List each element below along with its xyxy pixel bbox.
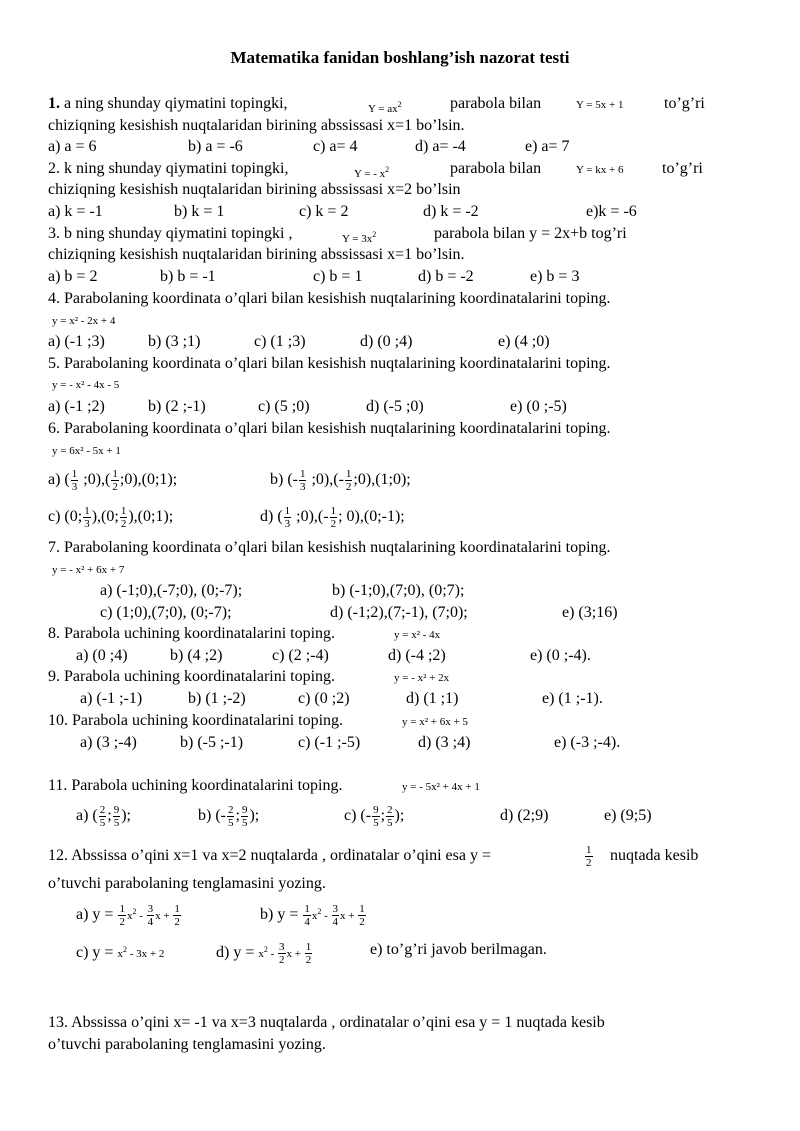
option-a: a) b = 2 [48, 268, 98, 285]
option-d: d) ( $\frac{1}{3}$ ;0),(- $\frac{1}{2}$ ; 0),(0;-1); [260, 504, 405, 530]
option-d: d) (1 ;1) [406, 690, 459, 707]
formula: y = 6x² - 5x + 1 [52, 445, 121, 457]
formula: y = - x² + 6x + 7 [52, 564, 125, 576]
question-text: parabola bilan y = 2x+b tog’ri [434, 225, 627, 242]
option-d: d) (0 ;4) [360, 333, 413, 350]
question-9 [48, 667, 760, 687]
formula: y = x² - 4x [394, 629, 441, 641]
option-c: c) a= 4 [313, 138, 358, 155]
option-a: a) a = 6 [48, 138, 97, 155]
option-d: d) (-4 ;2) [388, 647, 446, 664]
question-text: 3. b ning shunday qiymatini topingki , [48, 225, 293, 242]
question-text: 10. Parabola uchining koordinatalarini toping. [48, 712, 344, 729]
option-c: c) $y = x^2 - 3x + 2$ [76, 944, 165, 961]
option-e: e) b = 3 [530, 268, 580, 285]
option-a: a) y = $\frac{1}{2}$ $x^2$ - $\frac{3}{4}$ x + $\frac{1}{2}$ [76, 902, 180, 928]
question-7: 7. Parabolaning koordinata o’qlari bilan kesishish nuqtalarining koordinatalarini toping. [48, 539, 611, 556]
option-e: e) (4 ;0) [498, 333, 550, 350]
option-d: d) k = -2 [423, 203, 479, 220]
question-text: 12. Abssissa o’qini x=1 va x=2 nuqtalarda , ordinatalar o’qini esa y = [48, 847, 491, 864]
option-a: a) ( $\frac{2}{5}$ ; $\frac{9}{5}$ ); [76, 803, 131, 829]
question-2 [48, 159, 760, 179]
question-3 [48, 224, 760, 244]
question-text: nuqtada kesib [610, 847, 699, 864]
option-b: b) (- $\frac{1}{3}$ ;0),(- $\frac{1}{2}$ ;0),(1;0); [270, 467, 411, 493]
option-c: c) (1;0),(7;0), (0;-7); [100, 604, 232, 621]
formula: y = - x² + 2x [394, 672, 450, 684]
question-text: 2. k ning shunday qiymatini topingki, [48, 160, 289, 177]
option-b: b) (2 ;-1) [148, 398, 206, 415]
question-6: 6. Parabolaning koordinata o’qlari bilan kesishish nuqtalarining koordinatalarini toping. [48, 420, 611, 437]
option-e: e) (1 ;-1). [542, 690, 603, 707]
question-text: chiziqning kesishish nuqtalaridan birining abssissasi x=2 bo’lsin [48, 181, 461, 198]
option-a: a) (-1 ;2) [48, 398, 105, 415]
option-b: b) b = -1 [160, 268, 216, 285]
option-a: a) (3 ;-4) [80, 734, 137, 751]
option-c: c) (0; $\frac{1}{3}$ ),(0; $\frac{1}{2}$ ),(0;1); [48, 504, 174, 530]
option-a: a) ( $\frac{1}{3}$ ;0),( $\frac{1}{2}$ ;0),(0;1); [48, 467, 178, 493]
option-c: c) (- $\frac{9}{5}$ ; $\frac{2}{5}$ ); [344, 803, 405, 829]
option-e: e) (9;5) [604, 807, 652, 824]
option-b: b) (3 ;1) [148, 333, 201, 350]
question-text: 8. Parabola uchining koordinatalarini toping. [48, 625, 336, 642]
option-c: c) (0 ;2) [298, 690, 350, 707]
formula: y = - 5x² + 4x + 1 [402, 781, 480, 793]
fraction-half: $\frac{1}{2}$ [586, 843, 592, 869]
question-text: chiziqning kesishish nuqtalaridan birining abssissasi x=1 bo’lsin. [48, 117, 465, 134]
formula: y = x² - 2x + 4 [52, 315, 116, 327]
option-c: c) (5 ;0) [258, 398, 310, 415]
question-13: 13. Abssissa o’qini x= -1 va x=3 nuqtalarda , ordinatalar o’qini esa y = 1 nuqtada kesib [48, 1014, 605, 1031]
option-d: d) (-1;2),(7;-1), (7;0); [330, 604, 468, 621]
question-text: a ning shunday qiymatini topingki, [60, 95, 288, 112]
question-5: 5. Parabolaning koordinata o’qlari bilan kesishish nuqtalarining koordinatalarini toping. [48, 355, 611, 372]
option-d: d) (2;9) [500, 807, 549, 824]
formula: Y = kx + 6 [576, 164, 624, 176]
option-c: c) k = 2 [299, 203, 349, 220]
option-b: b) (4 ;2) [170, 647, 223, 664]
formula: Y = - $x^2$ [354, 165, 390, 180]
option-e: e) (3;16) [562, 604, 618, 621]
option-a: a) (-1;0),(-7;0), (0;-7); [100, 582, 243, 599]
option-e: e) to’g’ri javob berilmagan. [370, 941, 547, 958]
option-d: d) (3 ;4) [418, 734, 471, 751]
option-c: c) (-1 ;-5) [298, 734, 361, 751]
question-text: 11. Parabola uchining koordinatalarini toping. [48, 777, 343, 794]
document-title: Matematika fanidan boshlang’ish nazorat testi [230, 48, 570, 67]
option-e: e) (0 ;-4). [530, 647, 591, 664]
option-b: b) (1 ;-2) [188, 690, 246, 707]
option-b: b) (-5 ;-1) [180, 734, 244, 751]
option-a: a) (0 ;4) [76, 647, 128, 664]
option-e: e) a= 7 [525, 138, 570, 155]
option-b: b) y = $\frac{1}{4}$ $x^2$ - $\frac{3}{4}$ x + $\frac{1}{2}$ [260, 902, 365, 928]
question-text: to’g’ri [662, 160, 703, 177]
option-d: d) b = -2 [418, 268, 474, 285]
option-a: a) (-1 ;-1) [80, 690, 143, 707]
question-text: 9. Parabola uchining koordinatalarini toping. [48, 668, 336, 685]
question-1 [48, 94, 760, 114]
option-b: b) a = -6 [188, 138, 243, 155]
option-d: d) $y = x^2$ - $\frac{3}{2}$ x + $\frac{1}{2}$ [216, 940, 312, 966]
option-b: b) (- $\frac{2}{5}$ ; $\frac{9}{5}$ ); [198, 803, 260, 829]
question-text: parabola bilan [450, 160, 542, 177]
formula: $Y = ax^2$ [368, 100, 402, 115]
option-c: c) (1 ;3) [254, 333, 306, 350]
question-8 [48, 624, 760, 644]
question-text: o’tuvchi parabolaning tenglamasini yozing. [48, 875, 326, 892]
option-d: d) (-5 ;0) [366, 398, 424, 415]
question-text: to’g’ri [664, 95, 705, 112]
formula: y = x² + 6x + 5 [402, 716, 468, 728]
option-b: b) (-1;0),(7;0), (0;7); [332, 582, 465, 599]
option-c: c) b = 1 [313, 268, 363, 285]
question-12 [48, 842, 760, 870]
question-text: parabola bilan [450, 95, 542, 112]
question-11 [48, 776, 760, 796]
option-e: e)k = -6 [586, 203, 637, 220]
option-a: a) (-1 ;3) [48, 333, 105, 350]
option-b: b) k = 1 [174, 203, 225, 220]
option-e: e) (0 ;-5) [510, 398, 567, 415]
question-4: 4. Parabolaning koordinata o’qlari bilan kesishish nuqtalarining koordinatalarini toping. [48, 290, 611, 307]
question-10 [48, 711, 760, 731]
option-a: a) k = -1 [48, 203, 103, 220]
formula: Y = 5x + 1 [576, 99, 624, 111]
option-e: e) (-3 ;-4). [554, 734, 621, 751]
option-c: c) (2 ;-4) [272, 647, 329, 664]
formula: y = - x² - 4x - 5 [52, 379, 120, 391]
question-text: o’tuvchi parabolaning tenglamasini yozing. [48, 1036, 326, 1053]
question-number: 1. [48, 95, 60, 112]
option-d: d) a= -4 [415, 138, 466, 155]
formula: $Y = 3x^2$ [342, 230, 377, 245]
question-text: chiziqning kesishish nuqtalaridan birining abssissasi x=1 bo’lsin. [48, 246, 465, 263]
